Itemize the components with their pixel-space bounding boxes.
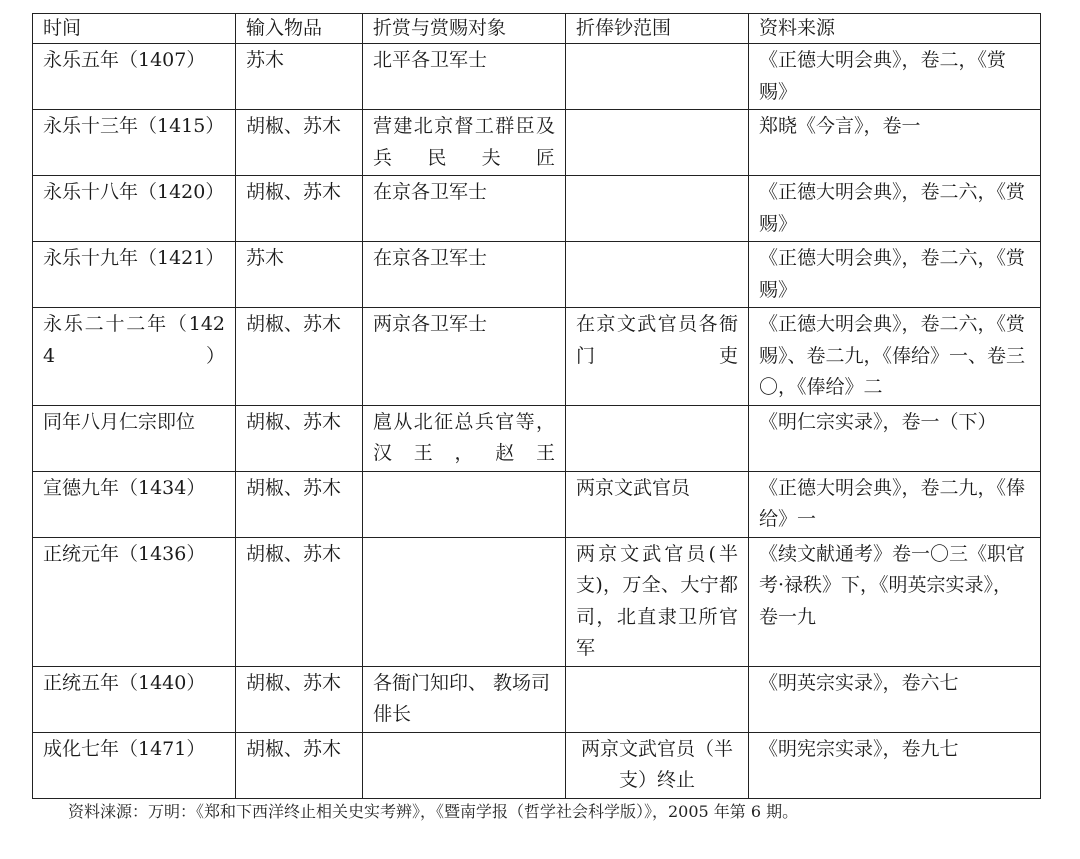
table-row [33,666,1041,732]
cell-source: 《正德大明会典》，卷二六，《赏赐》 [749,242,1041,308]
cell-source: 《正德大明会典》，卷二六，《赏赐》、卷二九，《俸给》一、卷三〇，《俸给》二 [749,308,1041,406]
cell-time: 正统五年（1440） [33,666,236,732]
header-time: 时间 [33,14,236,44]
cell-reward-target: 各衙门知印、 教场司俳长 [363,666,566,732]
table-row [33,110,1041,176]
cell-reward-target: 两京各卫军士 [363,308,566,406]
cell-source: 《正德大明会典》，卷二九，《俸给》一 [749,471,1041,537]
table-row [33,176,1041,242]
cell-reward-target: 营建北京督工群臣及兵民夫匠 [363,110,566,176]
cell-salary-scope: 两京文武官员(半支)，万全、大宁都司，北直隶卫所官军 [566,537,749,666]
table-row [33,537,1041,666]
header-goods: 输入物品 [236,14,363,44]
cell-goods: 胡椒、苏木 [236,666,363,732]
cell-reward-target: 在京各卫军士 [363,242,566,308]
cell-salary-scope [566,44,749,110]
cell-salary-scope [566,405,749,471]
cell-goods: 胡椒、苏木 [236,176,363,242]
cell-source: 《正德大明会典》，卷二六，《赏赐》 [749,176,1041,242]
cell-time: 永乐十三年（1415） [33,110,236,176]
table-row [33,732,1041,798]
cell-reward-target [363,732,566,798]
table-row [33,471,1041,537]
cell-source: 《明英宗实录》，卷六七 [749,666,1041,732]
cell-reward-target [363,471,566,537]
cell-goods: 胡椒、苏木 [236,308,363,406]
cropped-table-title [32,0,1040,14]
table-row [33,44,1041,110]
table-row [33,308,1041,406]
header-source: 资料来源 [749,14,1041,44]
cell-goods: 胡椒、苏木 [236,471,363,537]
cell-goods: 胡椒、苏木 [236,537,363,666]
header-reward-target: 折赏与赏赐对象 [363,14,566,44]
header-salary-scope: 折俸钞范围 [566,14,749,44]
cell-goods: 苏木 [236,44,363,110]
cell-salary-scope [566,176,749,242]
cell-time: 宣德九年（1434） [33,471,236,537]
cell-time: 同年八月仁宗即位 [33,405,236,471]
cell-goods: 胡椒、苏木 [236,732,363,798]
cell-time: 成化七年（1471） [33,732,236,798]
cell-salary-scope: 两京文武官员（半支）终止 [566,732,749,798]
cell-goods: 胡椒、苏木 [236,405,363,471]
cell-source: 郑晓《今言》，卷一 [749,110,1041,176]
cell-salary-scope: 在京文武官员各衙门吏 [566,308,749,406]
cell-time: 正统元年（1436） [33,537,236,666]
cell-source: 《续文献通考》卷一〇三《职官考·禄秩》下，《明英宗实录》，卷一九 [749,537,1041,666]
table-row [33,405,1041,471]
cell-time: 永乐十九年（1421） [33,242,236,308]
cell-source: 《明宪宗实录》，卷九七 [749,732,1041,798]
cell-goods: 苏木 [236,242,363,308]
table-row [33,242,1041,308]
cell-source: 《正德大明会典》，卷二，《赏赐》 [749,44,1041,110]
cell-reward-target: 在京各卫军士 [363,176,566,242]
cell-salary-scope [566,242,749,308]
table-header-row [33,14,1041,44]
cell-reward-target: 北平各卫军士 [363,44,566,110]
goods-salary-table [32,13,1041,799]
cell-reward-target: 扈从北征总兵官等，汉王，赵王 [363,405,566,471]
source-footnote: 资料涞源：万明：《郑和下西洋终止相关史实考辨》，《暨南学报（哲学社会科学版）》，2005 年第 6 期。 [68,802,799,821]
cell-time: 永乐十八年（1420） [33,176,236,242]
cell-source: 《明仁宗实录》，卷一（下） [749,405,1041,471]
cell-salary-scope: 两京文武官员 [566,471,749,537]
cell-time: 永乐五年（1407） [33,44,236,110]
cell-reward-target [363,537,566,666]
cell-time: 永乐二十二年（1424） [33,308,236,406]
cell-salary-scope [566,110,749,176]
cell-goods: 胡椒、苏木 [236,110,363,176]
cell-salary-scope [566,666,749,732]
